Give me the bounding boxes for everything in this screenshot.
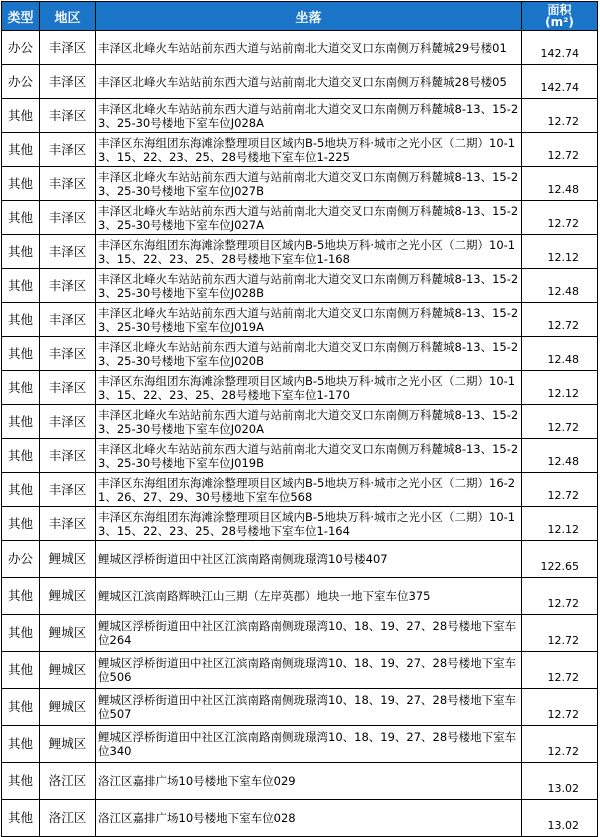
cell-size: 142.74 bbox=[522, 65, 598, 99]
table-row bbox=[2, 201, 598, 235]
cell-area: 洛江区 bbox=[40, 800, 96, 837]
cell-type: 其他 bbox=[2, 337, 40, 371]
cell-type: 其他 bbox=[2, 439, 40, 473]
table-row bbox=[2, 439, 598, 473]
table-row bbox=[2, 337, 598, 371]
cell-size: 12.72 bbox=[522, 652, 598, 689]
cell-size: 12.72 bbox=[522, 473, 598, 507]
cell-type: 其他 bbox=[2, 269, 40, 303]
cell-address: 丰泽区北峰火车站站前东西大道与站前南北大道交叉口东南侧万科麓城8-13、15-23、25-30号楼地下室车位J019B bbox=[96, 439, 522, 473]
cell-size: 12.72 bbox=[522, 133, 598, 167]
table-row bbox=[2, 235, 598, 269]
cell-size: 12.48 bbox=[522, 167, 598, 201]
cell-size: 12.48 bbox=[522, 269, 598, 303]
cell-type: 其他 bbox=[2, 726, 40, 763]
cell-address: 洛江区嘉排广场10号楼地下室车位029 bbox=[96, 763, 522, 800]
cell-area: 鲤城区 bbox=[40, 726, 96, 763]
cell-address: 洛江区嘉排广场10号楼地下室车位028 bbox=[96, 800, 522, 837]
cell-area: 鲤城区 bbox=[40, 541, 96, 578]
cell-size: 12.72 bbox=[522, 201, 598, 235]
cell-type: 其他 bbox=[2, 763, 40, 800]
table-row bbox=[2, 405, 598, 439]
cell-type: 其他 bbox=[2, 201, 40, 235]
cell-size: 12.12 bbox=[522, 507, 598, 541]
cell-address: 丰泽区北峰火车站站前东西大道与站前南北大道交叉口东南侧万科麓城8-13、15-23、25-30号楼地下室车位J020A bbox=[96, 405, 522, 439]
cell-address: 丰泽区东海组团东海滩涂整理项目区域内B-5地块万科·城市之光小区（二期）10-13、15、22、23、25、28号楼地下室车位1-164 bbox=[96, 507, 522, 541]
cell-area: 丰泽区 bbox=[40, 235, 96, 269]
header-size bbox=[522, 2, 598, 31]
cell-size: 12.72 bbox=[522, 303, 598, 337]
cell-address: 丰泽区东海组团东海滩涂整理项目区域内B-5地块万科·城市之光小区（二期）10-13、15、22、23、25、28号楼地下室车位1-168 bbox=[96, 235, 522, 269]
cell-area: 丰泽区 bbox=[40, 303, 96, 337]
cell-address: 丰泽区东海组团东海滩涂整理项目区域内B-5地块万科·城市之光小区（二期）10-13、15、22、23、25、28号楼地下室车位1-225 bbox=[96, 133, 522, 167]
table-row bbox=[2, 541, 598, 578]
cell-type: 其他 bbox=[2, 473, 40, 507]
cell-area: 鲤城区 bbox=[40, 689, 96, 726]
header-size-label: 面积 bbox=[547, 3, 572, 17]
cell-size: 13.02 bbox=[522, 800, 598, 837]
cell-address: 丰泽区北峰火车站站前东西大道与站前南北大道交叉口东南侧万科麓城8-13、15-23、25-30号楼地下室车位J020B bbox=[96, 337, 522, 371]
cell-type: 其他 bbox=[2, 303, 40, 337]
cell-area: 鲤城区 bbox=[40, 615, 96, 652]
cell-area: 丰泽区 bbox=[40, 269, 96, 303]
cell-type: 其他 bbox=[2, 235, 40, 269]
cell-size: 12.72 bbox=[522, 726, 598, 763]
table-row bbox=[2, 269, 598, 303]
cell-address: 鲤城区浮桥街道田中社区江滨南路南侧珑璟湾10、18、19、27、28号楼地下室车位264 bbox=[96, 615, 522, 652]
table-row bbox=[2, 652, 598, 689]
table-row bbox=[2, 763, 598, 800]
table-row bbox=[2, 99, 598, 133]
cell-area: 丰泽区 bbox=[40, 371, 96, 405]
cell-size: 12.72 bbox=[522, 405, 598, 439]
table-row bbox=[2, 167, 598, 201]
table-row bbox=[2, 800, 598, 837]
cell-size: 12.72 bbox=[522, 615, 598, 652]
table-row bbox=[2, 371, 598, 405]
cell-type: 其他 bbox=[2, 133, 40, 167]
cell-address: 丰泽区北峰火车站站前东西大道与站前南北大道交叉口东南侧万科麓城8-13、15-23、25-30号楼地下室车位J028B bbox=[96, 269, 522, 303]
cell-address: 丰泽区北峰火车站站前东西大道与站前南北大道交叉口东南侧万科麓城28号楼05 bbox=[96, 65, 522, 99]
cell-area: 洛江区 bbox=[40, 763, 96, 800]
table-row bbox=[2, 133, 598, 167]
table-row bbox=[2, 303, 598, 337]
cell-type: 其他 bbox=[2, 689, 40, 726]
cell-type: 其他 bbox=[2, 99, 40, 133]
cell-size: 12.12 bbox=[522, 235, 598, 269]
cell-type: 办公 bbox=[2, 541, 40, 578]
cell-type: 其他 bbox=[2, 615, 40, 652]
cell-area: 丰泽区 bbox=[40, 31, 96, 65]
cell-address: 丰泽区东海组团东海滩涂整理项目区域内B-5地块万科·城市之光小区（二期）16-21、26、27、29、30号楼地下室车位568 bbox=[96, 473, 522, 507]
cell-size: 12.12 bbox=[522, 371, 598, 405]
cell-type: 其他 bbox=[2, 652, 40, 689]
cell-area: 丰泽区 bbox=[40, 507, 96, 541]
cell-address: 鲤城区浮桥街道田中社区江滨南路南侧珑璟湾10号楼407 bbox=[96, 541, 522, 578]
cell-size: 13.02 bbox=[522, 763, 598, 800]
cell-size: 12.72 bbox=[522, 578, 598, 615]
cell-address: 鲤城区浮桥街道田中社区江滨南路南侧珑璟湾10、18、19、27、28号楼地下室车位507 bbox=[96, 689, 522, 726]
table-body bbox=[2, 31, 598, 837]
cell-size: 12.72 bbox=[522, 689, 598, 726]
cell-area: 丰泽区 bbox=[40, 167, 96, 201]
cell-area: 丰泽区 bbox=[40, 405, 96, 439]
cell-address: 鲤城区江滨南路辉映江山三期（左岸英郡）地块一地下室车位375 bbox=[96, 578, 522, 615]
cell-address: 鲤城区浮桥街道田中社区江滨南路南侧珑璟湾10、18、19、27、28号楼地下室车位340 bbox=[96, 726, 522, 763]
cell-size: 12.72 bbox=[522, 99, 598, 133]
cell-address: 丰泽区北峰火车站站前东西大道与站前南北大道交叉口东南侧万科麓城8-13、15-23、25-30号楼地下室车位J027A bbox=[96, 201, 522, 235]
cell-area: 丰泽区 bbox=[40, 473, 96, 507]
table-row bbox=[2, 726, 598, 763]
cell-area: 鲤城区 bbox=[40, 578, 96, 615]
table-row bbox=[2, 578, 598, 615]
cell-size: 142.74 bbox=[522, 31, 598, 65]
header-size-unit: (m²) bbox=[545, 15, 574, 29]
cell-type: 其他 bbox=[2, 800, 40, 837]
cell-size: 122.65 bbox=[522, 541, 598, 578]
cell-type: 其他 bbox=[2, 167, 40, 201]
header-type: 类型 bbox=[2, 2, 40, 31]
cell-area: 丰泽区 bbox=[40, 337, 96, 371]
cell-type: 其他 bbox=[2, 405, 40, 439]
table-row bbox=[2, 473, 598, 507]
cell-address: 丰泽区北峰火车站站前东西大道与站前南北大道交叉口东南侧万科麓城8-13、15-23、25-30号楼地下室车位J019A bbox=[96, 303, 522, 337]
cell-address: 丰泽区北峰火车站站前东西大道与站前南北大道交叉口东南侧万科麓城8-13、15-23、25-30号楼地下室车位J027B bbox=[96, 167, 522, 201]
cell-size: 12.48 bbox=[522, 439, 598, 473]
header-address: 坐落 bbox=[96, 2, 522, 31]
cell-area: 丰泽区 bbox=[40, 201, 96, 235]
cell-area: 丰泽区 bbox=[40, 65, 96, 99]
table-row bbox=[2, 65, 598, 99]
cell-area: 丰泽区 bbox=[40, 133, 96, 167]
header-area: 地区 bbox=[40, 2, 96, 31]
cell-type: 办公 bbox=[2, 31, 40, 65]
property-table bbox=[1, 1, 598, 837]
cell-address: 丰泽区北峰火车站站前东西大道与站前南北大道交叉口东南侧万科麓城29号楼01 bbox=[96, 31, 522, 65]
cell-area: 丰泽区 bbox=[40, 99, 96, 133]
table-header-row bbox=[2, 2, 598, 31]
cell-type: 其他 bbox=[2, 507, 40, 541]
cell-type: 其他 bbox=[2, 578, 40, 615]
cell-type: 办公 bbox=[2, 65, 40, 99]
table-row bbox=[2, 31, 598, 65]
table-row bbox=[2, 689, 598, 726]
cell-area: 丰泽区 bbox=[40, 439, 96, 473]
cell-area: 鲤城区 bbox=[40, 652, 96, 689]
cell-address: 丰泽区北峰火车站站前东西大道与站前南北大道交叉口东南侧万科麓城8-13、15-23、25-30号楼地下室车位J028A bbox=[96, 99, 522, 133]
table-row bbox=[2, 507, 598, 541]
cell-type: 其他 bbox=[2, 371, 40, 405]
cell-address: 鲤城区浮桥街道田中社区江滨南路南侧珑璟湾10、18、19、27、28号楼地下室车位506 bbox=[96, 652, 522, 689]
cell-address: 丰泽区东海组团东海滩涂整理项目区域内B-5地块万科·城市之光小区（二期）10-13、15、22、23、25、28号楼地下室车位1-170 bbox=[96, 371, 522, 405]
cell-size: 12.48 bbox=[522, 337, 598, 371]
table-row bbox=[2, 615, 598, 652]
